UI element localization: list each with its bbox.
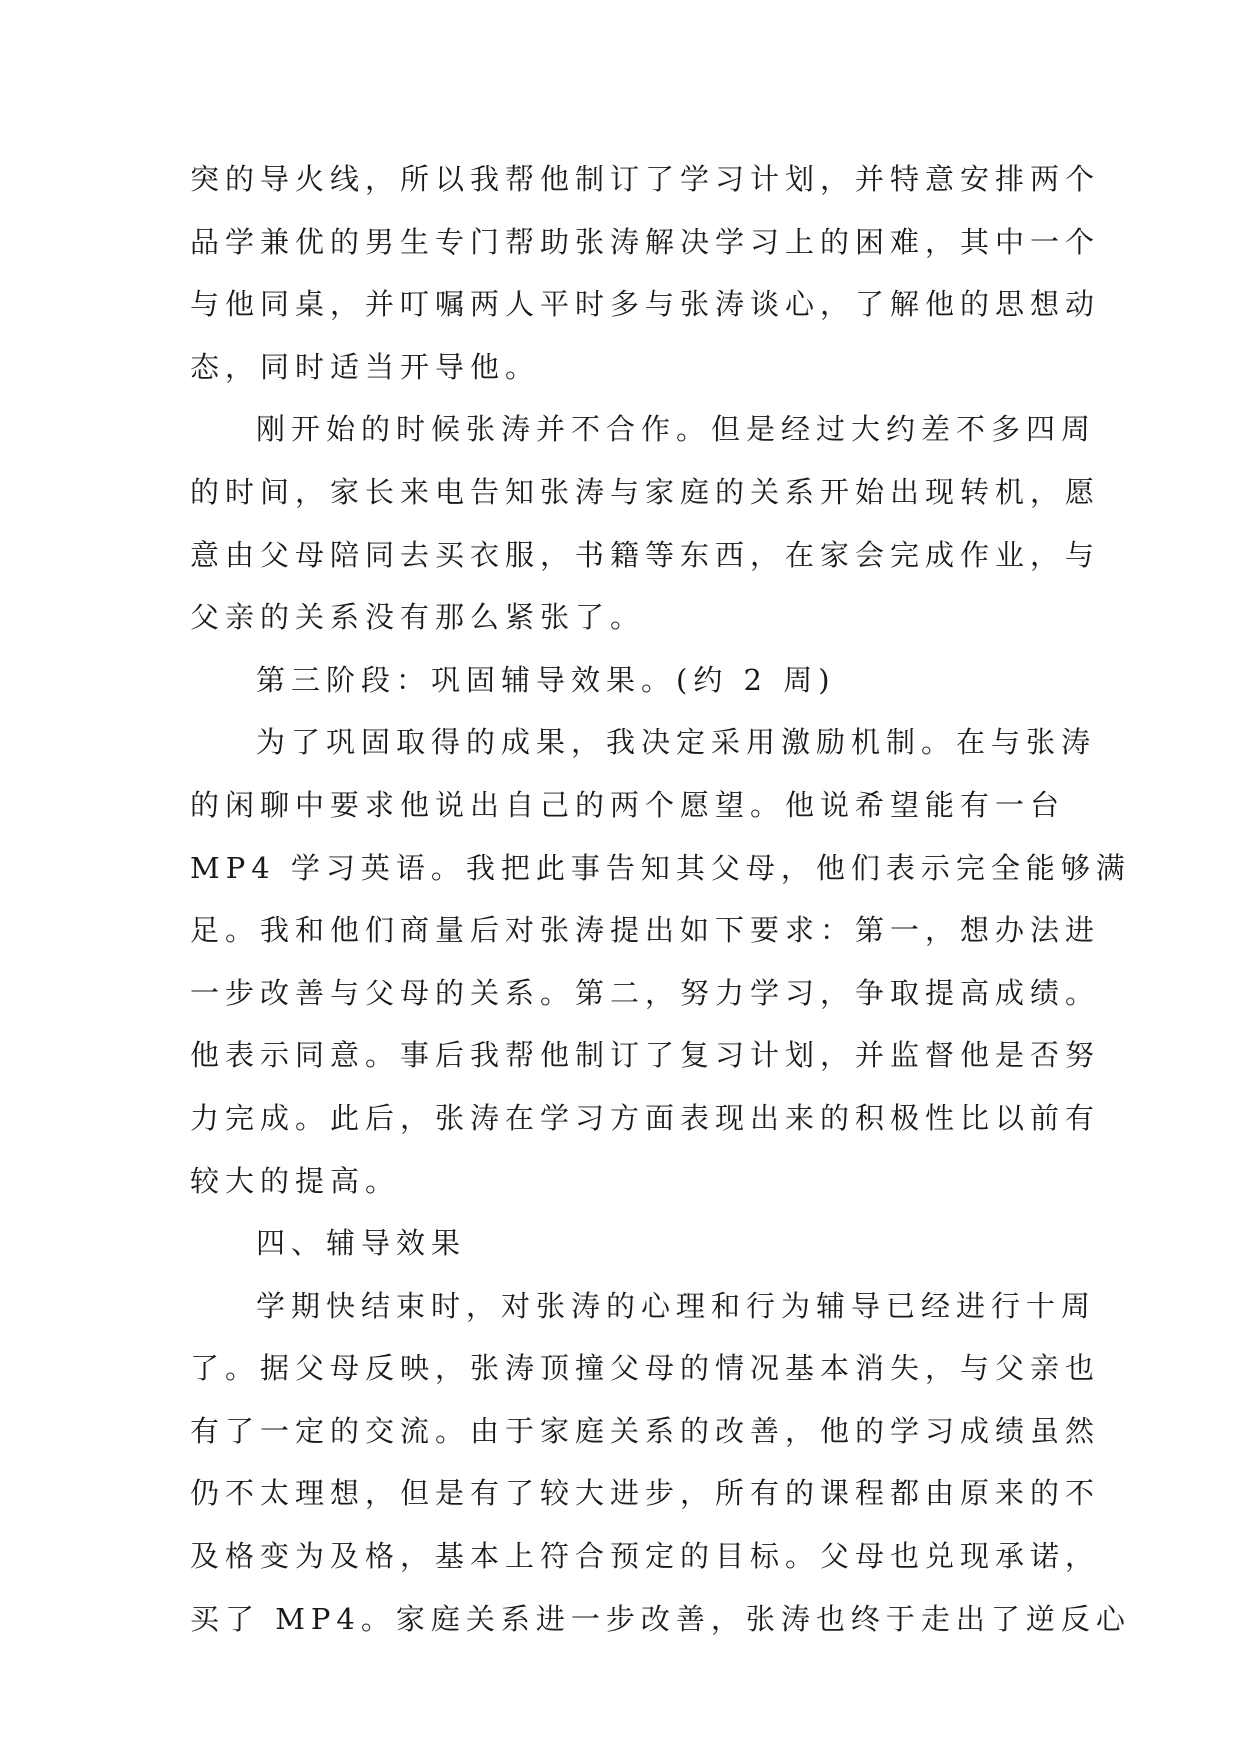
text-line: 一步改善与父母的关系。第二，努力学习，争取提高成绩。 [190, 975, 1101, 1010]
stage-heading: 第三阶段：巩固辅导效果。(约 2 周) [256, 662, 836, 697]
text-line: 他表示同意。事后我帮他制订了复习计划，并监督他是否努 [190, 1038, 1101, 1073]
text-line: 足。我和他们商量后对张涛提出如下要求：第一，想办法进 [190, 913, 1101, 948]
text-line: 的闲聊中要求他说出自己的两个愿望。他说希望能有一台 [190, 787, 1066, 822]
text-line: 了。据父母反映，张涛顶撞父母的情况基本消失，与父亲也 [190, 1351, 1101, 1386]
text-line: 力完成。此后，张涛在学习方面表现出来的积极性比以前有 [190, 1100, 1101, 1135]
paragraph-start-line: 为了巩固取得的成果，我决定采用激励机制。在与张涛 [256, 725, 1097, 760]
body-text [190, 148, 1131, 1650]
text-line: 买了 MP4。家庭关系进一步改善，张涛也终于走出了逆反心 [190, 1601, 1131, 1636]
text-line: 较大的提高。 [190, 1163, 401, 1198]
text-line: 的时间，家长来电告知张涛与家庭的关系开始出现转机，愿 [190, 474, 1101, 509]
text-line: 及格变为及格，基本上符合预定的目标。父母也兑现承诺， [190, 1539, 1101, 1574]
text-line: 父亲的关系没有那么紧张了。 [190, 600, 646, 635]
text-line: 突的导火线，所以我帮他制订了学习计划，并特意安排两个 [190, 162, 1101, 196]
text-line: 意由父母陪同去买衣服，书籍等东西，在家会完成作业，与 [190, 537, 1101, 572]
text-line: 与他同桌，并叮嘱两人平时多与张涛谈心，了解他的思想动 [190, 287, 1101, 322]
section-heading: 四、辅导效果 [256, 1226, 467, 1261]
text-line: 品学兼优的男生专门帮助张涛解决学习上的困难，其中一个 [190, 224, 1101, 259]
paragraph-start-line: 学期快结束时，对张涛的心理和行为辅导已经进行十周 [256, 1288, 1097, 1323]
text-line: 态，同时适当开导他。 [190, 349, 541, 384]
text-line: 仍不太理想，但是有了较大进步，所有的课程都由原来的不 [190, 1476, 1101, 1511]
text-line: 有了一定的交流。由于家庭关系的改善，他的学习成绩虽然 [190, 1413, 1101, 1448]
paragraph-start-line: 刚开始的时候张涛并不合作。但是经过大约差不多四周 [256, 412, 1097, 447]
text-line: MP4 学习英语。我把此事告知其父母，他们表示完全能够满 [190, 850, 1131, 885]
